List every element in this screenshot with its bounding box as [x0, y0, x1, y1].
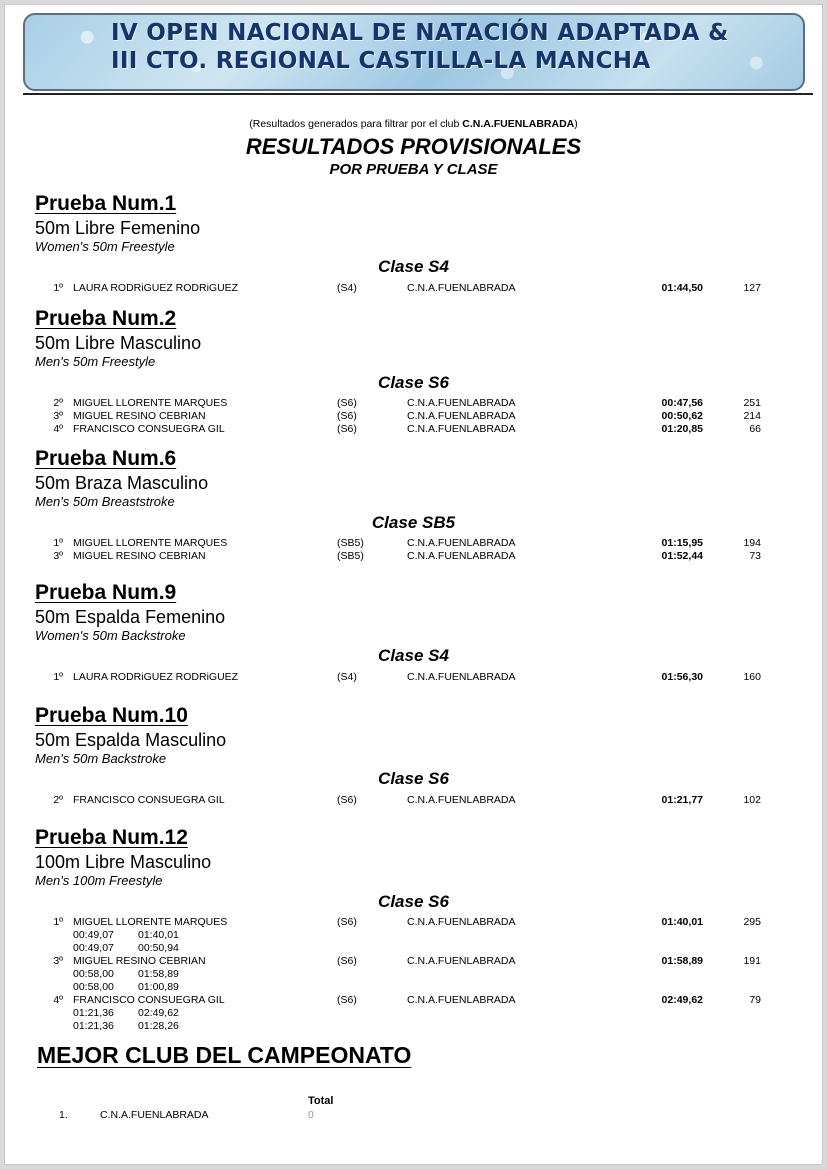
event-number: Prueba Num.9 — [35, 581, 177, 604]
result-position: 3º — [53, 550, 63, 562]
event-name-english: Men's 50m Freestyle — [35, 354, 156, 369]
result-row — [5, 955, 822, 968]
result-time: 01:52,44 — [661, 550, 703, 562]
split-time: 00:50,94 — [138, 942, 179, 954]
result-time: 01:44,50 — [661, 282, 703, 294]
result-time: 02:49,62 — [661, 994, 703, 1006]
swimmer-class: (S6) — [337, 994, 357, 1006]
result-row — [5, 550, 822, 563]
result-position: 3º — [53, 410, 63, 422]
event-name: 50m Espalda Masculino — [35, 730, 227, 750]
result-time: 01:20,85 — [661, 423, 703, 435]
swimmer-name: FRANCISCO CONSUEGRA GIL — [73, 994, 225, 1006]
swimmer-class: (S4) — [337, 671, 357, 683]
class-heading: Clase SB5 — [371, 513, 456, 532]
event-name-english: Women's 50m Freestyle — [35, 239, 175, 254]
result-row — [5, 282, 822, 295]
club-rank: 1. — [59, 1109, 68, 1121]
event-number: Prueba Num.2 — [35, 307, 177, 330]
page-title: RESULTADOS PROVISIONALES — [245, 134, 582, 159]
result-row — [5, 916, 822, 929]
swimmer-name: MIGUEL LLORENTE MARQUES — [73, 397, 228, 409]
swimmer-name: LAURA RODRiGUEZ RODRiGUEZ — [73, 671, 239, 683]
result-time: 01:58,89 — [661, 955, 703, 967]
result-position: 1º — [53, 537, 63, 549]
split-time: 00:49,07 — [73, 929, 114, 941]
result-position: 3º — [53, 955, 63, 967]
result-row — [5, 794, 822, 807]
class-heading: Clase S4 — [378, 646, 449, 665]
result-row — [5, 994, 822, 1007]
result-points: 73 — [749, 550, 761, 562]
swimmer-club: C.N.A.FUENLABRADA — [407, 282, 516, 294]
event-number: Prueba Num.12 — [35, 826, 188, 849]
swimmer-name: MIGUEL RESINO CEBRIAN — [73, 410, 206, 422]
event-number: Prueba Num.10 — [35, 704, 188, 727]
swimmer-club: C.N.A.FUENLABRADA — [407, 410, 516, 422]
swimmer-class: (S6) — [337, 410, 357, 422]
result-points: 79 — [749, 994, 761, 1006]
club-name: C.N.A.FUENLABRADA — [100, 1109, 209, 1121]
result-time: 01:40,01 — [661, 916, 703, 928]
result-position: 4º — [53, 994, 63, 1006]
banner-title-line-1: IV OPEN NACIONAL DE NATACIÓN ADAPTADA & — [111, 20, 729, 46]
split-time: 00:58,00 — [73, 981, 114, 993]
swimmer-name: FRANCISCO CONSUEGRA GIL — [73, 423, 225, 435]
result-row — [5, 410, 822, 423]
result-position: 1º — [53, 282, 63, 294]
swimmer-name: MIGUEL LLORENTE MARQUES — [73, 916, 228, 928]
result-points: 194 — [743, 537, 761, 549]
split-time: 00:49,07 — [73, 942, 114, 954]
swimmer-name: MIGUEL LLORENTE MARQUES — [73, 537, 228, 549]
split-time: 01:21,36 — [73, 1020, 114, 1032]
result-row — [5, 423, 822, 436]
swimmer-class: (S4) — [337, 282, 357, 294]
filter-note-suffix: ) — [574, 118, 578, 130]
swimmer-name: FRANCISCO CONSUEGRA GIL — [73, 794, 225, 806]
swimmer-name: MIGUEL RESINO CEBRIAN — [73, 550, 206, 562]
result-points: 214 — [743, 410, 761, 422]
filter-note-club: C.N.A.FUENLABRADA — [462, 118, 575, 130]
swimmer-club: C.N.A.FUENLABRADA — [407, 994, 516, 1006]
result-row — [5, 537, 822, 550]
event-name-english: Men's 50m Breaststroke — [35, 494, 175, 509]
class-heading: Clase S4 — [378, 257, 449, 276]
banner-title-line-2: III CTO. REGIONAL CASTILLA-LA MANCHA — [111, 48, 651, 74]
event-banner — [23, 13, 805, 91]
event-name-english: Women's 50m Backstroke — [35, 628, 186, 643]
split-time: 02:49,62 — [138, 1007, 179, 1019]
result-position: 4º — [53, 423, 63, 435]
event-name: 50m Espalda Femenino — [35, 607, 226, 627]
result-points: 102 — [743, 794, 761, 806]
split-time: 00:58,00 — [73, 968, 114, 980]
event-name-english: Men's 100m Freestyle — [35, 873, 163, 888]
class-heading: Clase S6 — [378, 373, 449, 392]
swimmer-class: (S6) — [337, 955, 357, 967]
result-position: 1º — [53, 916, 63, 928]
swimmer-club: C.N.A.FUENLABRADA — [407, 671, 516, 683]
result-time: 00:47,56 — [661, 397, 703, 409]
swimmer-class: (SB5) — [337, 537, 364, 549]
result-time: 01:15,95 — [661, 537, 703, 549]
split-time: 01:28,26 — [138, 1020, 179, 1032]
event-name: 50m Libre Masculino — [35, 333, 202, 353]
filter-note-prefix: (Resultados generados para filtrar por el club — [249, 118, 463, 130]
event-number: Prueba Num.6 — [35, 447, 177, 470]
result-time: 01:56,30 — [661, 671, 703, 683]
result-time: 00:50,62 — [661, 410, 703, 422]
result-time: 01:21,77 — [661, 794, 703, 806]
club-total: 0 — [308, 1109, 314, 1121]
event-name-english: Men's 50m Backstroke — [35, 751, 167, 766]
total-column-header: Total — [308, 1095, 334, 1107]
event-number: Prueba Num.1 — [35, 192, 177, 215]
swimmer-name: MIGUEL RESINO CEBRIAN — [73, 955, 206, 967]
event-name: 50m Libre Femenino — [35, 218, 201, 238]
best-club-title: MEJOR CLUB DEL CAMPEONATO — [37, 1042, 412, 1068]
swimmer-club: C.N.A.FUENLABRADA — [407, 550, 516, 562]
result-row — [5, 397, 822, 410]
split-time: 01:58,89 — [138, 968, 179, 980]
swimmer-club: C.N.A.FUENLABRADA — [407, 955, 516, 967]
result-row — [5, 671, 822, 684]
split-time: 01:00,89 — [138, 981, 179, 993]
event-name: 50m Braza Masculino — [35, 473, 209, 493]
swimmer-name: LAURA RODRiGUEZ RODRiGUEZ — [73, 282, 239, 294]
result-points: 251 — [743, 397, 761, 409]
swimmer-class: (S6) — [337, 794, 357, 806]
class-heading: Clase S6 — [378, 892, 449, 911]
result-points: 191 — [743, 955, 761, 967]
swimmer-class: (S6) — [337, 916, 357, 928]
swimmer-club: C.N.A.FUENLABRADA — [407, 537, 516, 549]
swimmer-class: (S6) — [337, 397, 357, 409]
result-position: 2º — [53, 397, 63, 409]
header-divider — [23, 93, 813, 95]
result-points: 127 — [743, 282, 761, 294]
filter-note — [5, 118, 822, 130]
result-position: 1º — [53, 671, 63, 683]
swimmer-club: C.N.A.FUENLABRADA — [407, 423, 516, 435]
result-points: 66 — [749, 423, 761, 435]
result-points: 160 — [743, 671, 761, 683]
swimmer-class: (SB5) — [337, 550, 364, 562]
page-subtitle: POR PRUEBA Y CLASE — [329, 161, 498, 178]
result-position: 2º — [53, 794, 63, 806]
swimmer-club: C.N.A.FUENLABRADA — [407, 916, 516, 928]
swimmer-club: C.N.A.FUENLABRADA — [407, 397, 516, 409]
split-time: 01:21,36 — [73, 1007, 114, 1019]
swimmer-club: C.N.A.FUENLABRADA — [407, 794, 516, 806]
results-page — [4, 4, 823, 1165]
swimmer-class: (S6) — [337, 423, 357, 435]
split-time: 01:40,01 — [138, 929, 179, 941]
result-points: 295 — [743, 916, 761, 928]
class-heading: Clase S6 — [378, 769, 449, 788]
event-name: 100m Libre Masculino — [35, 852, 212, 872]
